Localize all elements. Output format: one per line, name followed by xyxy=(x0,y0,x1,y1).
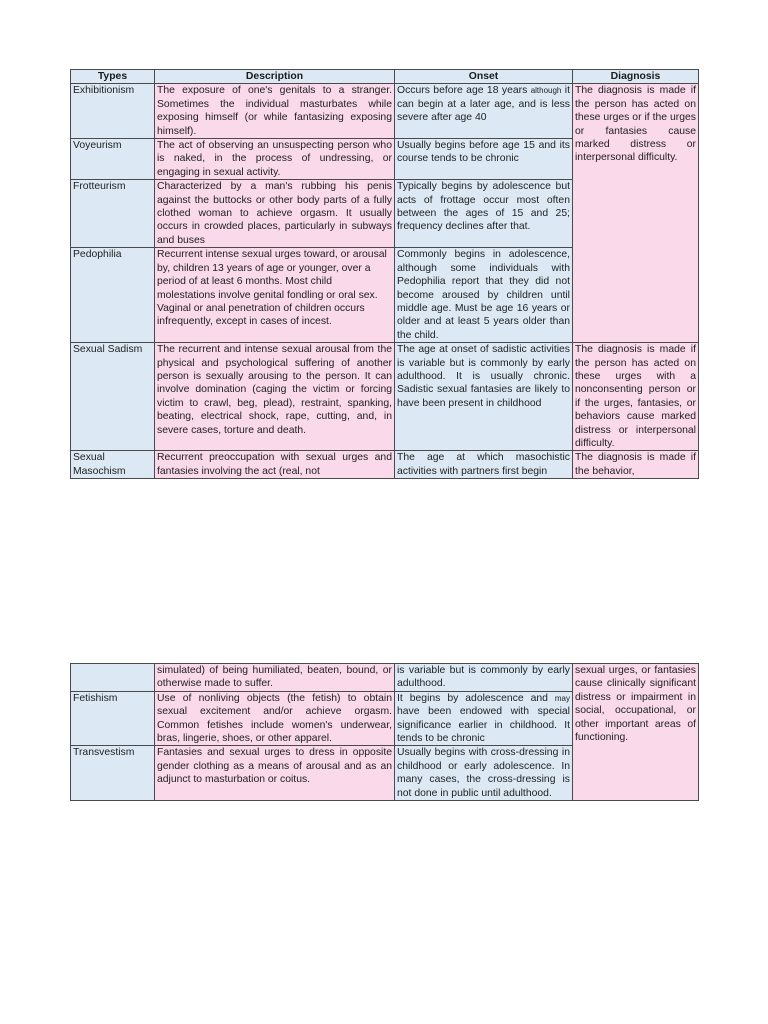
onset-cell: Commonly begins in adolescence, although some individuals with Pedophilia report that they did not become aroused by children until middle age. Must be age 16 years or older and at least 5 years older than the child. xyxy=(395,248,573,343)
onset-cell: is variable but is commonly by early adulthood. xyxy=(395,664,573,692)
table-row xyxy=(71,664,699,692)
onset-cell xyxy=(395,84,573,139)
onset-text: Occurs before age 18 years xyxy=(397,85,531,97)
table-row xyxy=(71,451,699,479)
description-cell: The recurrent and intense sexual arousal from the physical and psychological suffering of another person is sexually arousing to the person. It can involve domination (caging the victim or forcing victim to crawl, beg, plead), restraint, spanking, beating, electrical shock, rape, cutting, and, in severe cases, torture and death. xyxy=(155,343,395,451)
onset-cell: The age at onset of sadistic activities is variable but is commonly by early adulthood. It is usually chronic. Sadistic sexual fantasies are likely to have been present in childhood xyxy=(395,343,573,451)
description-cell: Characterized by a man's rubbing his penis against the buttocks or other body parts of a fully clothed woman to achieve orgasm. It usually occurs in crowded places, particularly in subways and buses xyxy=(155,180,395,248)
type-cell: Voyeurism xyxy=(71,139,155,180)
header-description: Description xyxy=(155,70,395,84)
diagnosis-cell: sexual urges, or fantasies cause clinically significant distress or impairment in social, occupational, or other important areas of functioning. xyxy=(573,664,699,801)
type-cell: Exhibitionism xyxy=(71,84,155,139)
description-cell: The exposure of one's genitals to a stranger. Sometimes the individual masturbates while exposing himself (or while fantasizing exposing himself). xyxy=(155,84,395,139)
header-row xyxy=(71,70,699,84)
description-cell: Use of nonliving objects (the fetish) to obtain sexual excitement and/or achieve orgasm. Common fetishes include women's underwear, bras, lingerie, shoes, or other apparel. xyxy=(155,691,395,746)
diagnosis-cell: The diagnosis is made if the person has acted on these urges or if the urges or fantasies cause marked distress or interpersonal difficulty. xyxy=(573,84,699,343)
diagnosis-cell: The diagnosis is made if the behavior, xyxy=(573,451,699,479)
onset-text: it can begin at a later age, and is less severe after age 40 xyxy=(397,85,570,124)
table-row xyxy=(71,343,699,451)
header-onset: Onset xyxy=(395,70,573,84)
description-cell: The act of observing an unsuspecting person who is naked, in the process of undressing, or engaging in sexual activity. xyxy=(155,139,395,180)
type-cell: Pedophilia xyxy=(71,248,155,343)
type-cell: Transvestism xyxy=(71,746,155,801)
type-cell: Sexual Sadism xyxy=(71,343,155,451)
onset-small-word: may xyxy=(554,693,570,703)
onset-small-word: although xyxy=(530,86,562,96)
onset-text: have been endowed with special significance earlier in childhood. It tends to be chronic xyxy=(397,706,570,745)
header-types: Types xyxy=(71,70,155,84)
type-cell xyxy=(71,664,155,692)
onset-cell: The age at which masochistic activities with partners first begin xyxy=(395,451,573,479)
header-diagnosis: Diagnosis xyxy=(573,70,699,84)
type-cell: Frotteurism xyxy=(71,180,155,248)
paraphilia-table-part-1 xyxy=(70,69,699,479)
paraphilia-table-part-2 xyxy=(70,663,699,801)
type-cell: Sexual Masochism xyxy=(71,451,155,479)
description-cell: Recurrent preoccupation with sexual urges and fantasies involving the act (real, not xyxy=(155,451,395,479)
description-cell: Fantasies and sexual urges to dress in opposite gender clothing as a means of arousal and as an adjunct to masturbation or coitus. xyxy=(155,746,395,801)
table-row xyxy=(71,84,699,139)
onset-cell: Usually begins before age 15 and its course tends to be chronic xyxy=(395,139,573,180)
onset-cell xyxy=(395,691,573,746)
onset-text: It begins by adolescence and xyxy=(397,692,555,704)
onset-cell: Typically begins by adolescence but acts of frottage occur most often between the ages of 15 and 25; frequency declines after that. xyxy=(395,180,573,248)
description-cell: Recurrent intense sexual urges toward, or arousal by, children 13 years of age or younger, over a period of at least 6 months. Most child molestations involve genital fondling or oral sex. Vaginal or anal penetration of children occurs infrequently, except in cases of incest. xyxy=(155,248,395,343)
diagnosis-cell: The diagnosis is made if the person has acted on these urges with a nonconsenting person or if the urges, fantasies, or behaviors cause marked distress or interpersonal difficulty. xyxy=(573,343,699,451)
type-cell: Fetishism xyxy=(71,691,155,746)
description-cell: simulated) of being humiliated, beaten, bound, or otherwise made to suffer. xyxy=(155,664,395,692)
onset-cell: Usually begins with cross-dressing in childhood or early adolescence. In many cases, the cross-dressing is not done in public until adulthood. xyxy=(395,746,573,801)
